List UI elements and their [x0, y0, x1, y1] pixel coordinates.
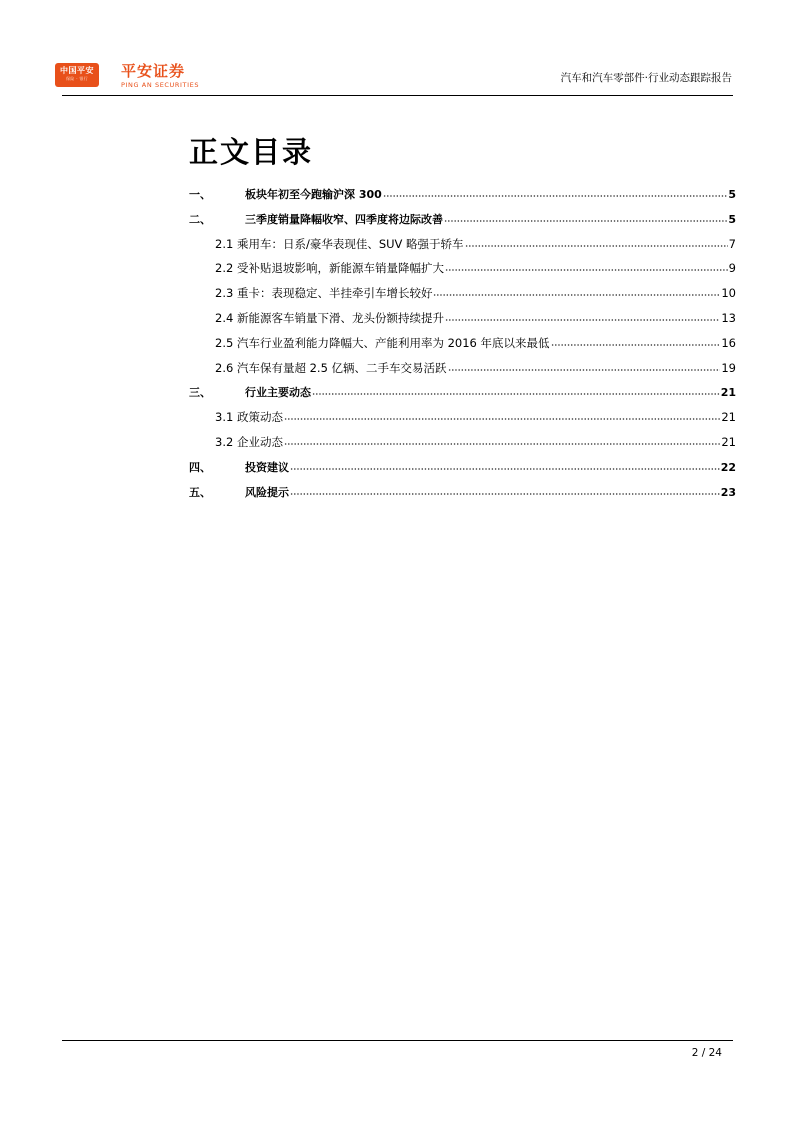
toc-entry[interactable] [189, 484, 736, 509]
toc-entry-page: 13 [721, 310, 736, 325]
logo-badge-text: 中国平安 [60, 66, 94, 75]
toc-entry-text: 2.5 汽车行业盈利能力降幅大、产能利用率为 2016 年底以来最低 [215, 335, 550, 350]
toc-entry[interactable] [189, 186, 736, 211]
header-divider [62, 95, 733, 96]
toc-entry[interactable] [189, 384, 736, 409]
report-title: 汽车和汽车零部件·行业动态跟踪报告 [560, 72, 732, 84]
dot-leader [551, 344, 721, 346]
table-of-contents [189, 186, 736, 508]
toc-entry-page: 21 [721, 410, 736, 425]
dot-leader [445, 319, 720, 321]
toc-entry-page: 7 [728, 236, 736, 251]
toc-entry-page: 9 [728, 261, 736, 276]
toc-entry-text: 2.1 乘用车：日系/豪华表现佳、SUV 略强于轿车 [215, 236, 464, 251]
toc-subentry[interactable] [189, 335, 736, 360]
toc-entry-page: 23 [720, 485, 736, 499]
dot-leader [312, 393, 720, 395]
toc-entry[interactable] [189, 211, 736, 236]
dot-leader [448, 369, 721, 371]
logo-company-name-en: PING AN SECURITIES [121, 81, 200, 89]
dot-leader [433, 294, 720, 296]
toc-entry-text: 风险提示 [245, 485, 289, 499]
toc-entry-text: 板块年初至今跑输沪深 300 [245, 188, 382, 201]
toc-entry-text: 行业主要动态 [245, 386, 311, 400]
toc-entry-page: 21 [721, 434, 736, 449]
toc-subentry[interactable] [189, 360, 736, 385]
toc-entry-page: 16 [721, 335, 736, 350]
toc-entry-page: 5 [728, 188, 736, 201]
dot-leader [290, 493, 720, 495]
dot-leader [284, 418, 720, 420]
toc-entry-text: 2.6 汽车保有量超 2.5 亿辆、二手车交易活跃 [215, 360, 447, 375]
toc-entry-number: 五、 [189, 485, 211, 499]
toc-title: 正文目录 [189, 135, 314, 169]
toc-entry-text: 3.1 政策动态 [215, 410, 283, 425]
dot-leader [445, 269, 728, 271]
toc-subentry[interactable] [189, 409, 736, 434]
toc-subentry[interactable] [189, 285, 736, 310]
toc-subentry[interactable] [189, 434, 736, 459]
toc-entry-page: 5 [728, 212, 736, 226]
toc-entry-page: 22 [720, 460, 736, 474]
toc-entry-text: 2.2 受补贴退坡影响，新能源车销量降幅扩大 [215, 261, 444, 276]
company-logo-badge [55, 63, 99, 87]
toc-entry-text: 投资建议 [245, 460, 289, 474]
logo-company-name: 平安证券 [121, 62, 186, 80]
footer-divider [62, 1040, 733, 1041]
toc-entry-page: 21 [720, 386, 736, 400]
dot-leader [383, 195, 728, 197]
toc-entry-number: 三、 [189, 386, 211, 400]
toc-entry-page: 10 [721, 286, 736, 301]
toc-entry[interactable] [189, 459, 736, 484]
toc-entry-number: 一、 [189, 188, 211, 201]
dot-leader [290, 468, 720, 470]
toc-entry-text: 2.4 新能源客车销量下滑、龙头份额持续提升 [215, 310, 444, 325]
toc-entry-number: 二、 [189, 212, 211, 226]
dot-leader [284, 443, 720, 445]
dot-leader [465, 245, 728, 247]
toc-subentry[interactable] [189, 236, 736, 261]
page-indicator: 2 / 24 [691, 1047, 722, 1059]
dot-leader [444, 220, 727, 222]
toc-entry-text: 2.3 重卡：表现稳定、半挂牵引车增长较好 [215, 286, 433, 301]
logo-badge-subtext: 保险 · 银行 [66, 76, 88, 81]
toc-entry-number: 四、 [189, 460, 211, 474]
toc-entry-text: 三季度销量降幅收窄、四季度将边际改善 [245, 212, 443, 226]
toc-subentry[interactable] [189, 310, 736, 335]
toc-entry-text: 3.2 企业动态 [215, 434, 283, 449]
toc-subentry[interactable] [189, 260, 736, 285]
toc-entry-page: 19 [721, 360, 736, 375]
